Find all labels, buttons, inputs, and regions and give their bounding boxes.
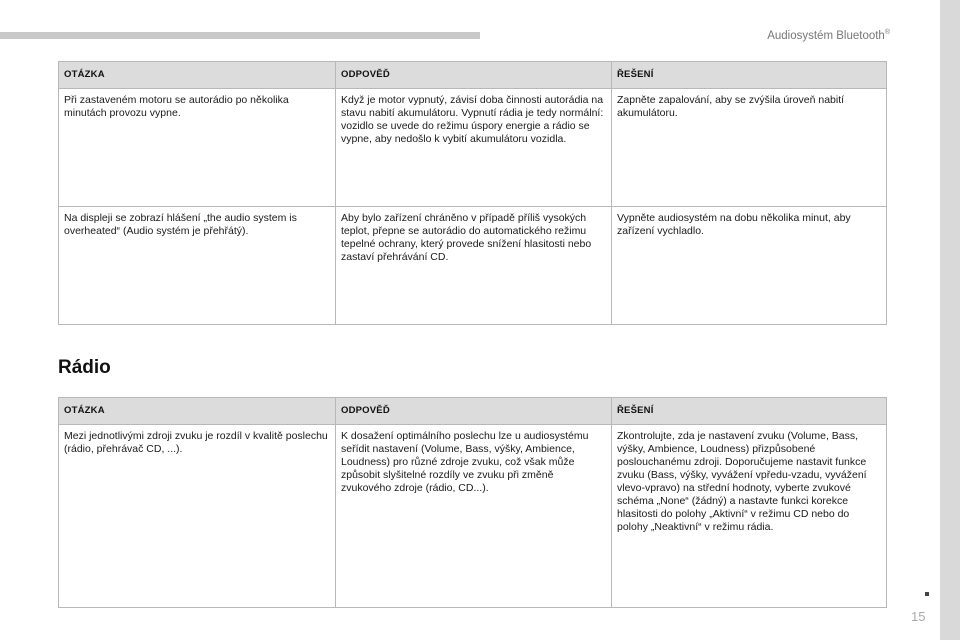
table-row bbox=[59, 207, 887, 325]
table-row bbox=[59, 89, 887, 207]
page-number: 15 bbox=[911, 609, 926, 624]
table-header-row bbox=[59, 62, 887, 89]
column-header-answer: ODPOVĚĎ bbox=[336, 62, 612, 89]
table-row bbox=[59, 425, 887, 608]
question-cell: Při zastaveném motoru se autorádio po několika minutách provozu vypne. bbox=[59, 89, 336, 207]
answer-cell: K dosažení optimálního poslechu lze u audiosystému seřídit nastavení (Volume, Bass, výšky, Ambience, Loudness) pro různé zdroje zvuku, což však může způsobit slyšitelné rozdíly ve zvuku při změně zvukového zdroje (rádio, CD...). bbox=[336, 425, 612, 608]
table-header-row bbox=[59, 398, 887, 425]
solution-cell: Zapněte zapalování, aby se zvýšila úroveň nabití akumulátoru. bbox=[612, 89, 887, 207]
page-edge-strip bbox=[940, 0, 960, 640]
question-cell: Na displeji se zobrazí hlášení „the audio system is overheated“ (Audio systém je přehřátý). bbox=[59, 207, 336, 325]
column-header-question: OTÁZKA bbox=[59, 398, 336, 425]
page-marker bbox=[925, 592, 929, 596]
page-header-title: Audiosystém Bluetooth® bbox=[767, 29, 890, 42]
answer-cell: Aby bylo zařízení chráněno v případě příliš vysokých teplot, přepne se autorádio do automatického režimu tepelné ochrany, který provede snížení hlasitosti nebo zastaví přehrávání CD. bbox=[336, 207, 612, 325]
answer-cell: Když je motor vypnutý, závisí doba činnosti autorádia na stavu nabití akumulátoru. Vypnutí rádia je tedy normální: vozidlo se uvede do režimu úspory energie a rádio se vypne, aby nedošlo k vybití akumulátoru vozidla. bbox=[336, 89, 612, 207]
header-rule bbox=[0, 32, 480, 39]
solution-cell: Zkontrolujte, zda je nastavení zvuku (Volume, Bass, výšky, Ambience, Loudness) přizpůsobené poslouchanému zdroji. Doporučujeme nastavit funkce zvuku (Bass, výšky, vyvážení vpředu-vzadu, vyvážení vlevo-vpravo) na střední hodnoty, vyberte zvukové schéma „None“ (žádný) a nastavte funkci korekce hlasitosti do polohy „Aktivní“ v režimu CD nebo do polohy „Neaktivní“ v režimu rádia. bbox=[612, 425, 887, 608]
solution-cell: Vypněte audiosystém na dobu několika minut, aby zařízení vychladlo. bbox=[612, 207, 887, 325]
radio-troubleshooting-table bbox=[58, 397, 887, 608]
troubleshooting-table bbox=[58, 61, 887, 325]
column-header-answer: ODPOVĚĎ bbox=[336, 398, 612, 425]
column-header-question: OTÁZKA bbox=[59, 62, 336, 89]
section-title-radio: Rádio bbox=[58, 357, 111, 378]
column-header-solution: ŘEŠENÍ bbox=[612, 398, 887, 425]
question-cell: Mezi jednotlivými zdroji zvuku je rozdíl v kvalitě poslechu (rádio, přehrávač CD, ...). bbox=[59, 425, 336, 608]
column-header-solution: ŘEŠENÍ bbox=[612, 62, 887, 89]
